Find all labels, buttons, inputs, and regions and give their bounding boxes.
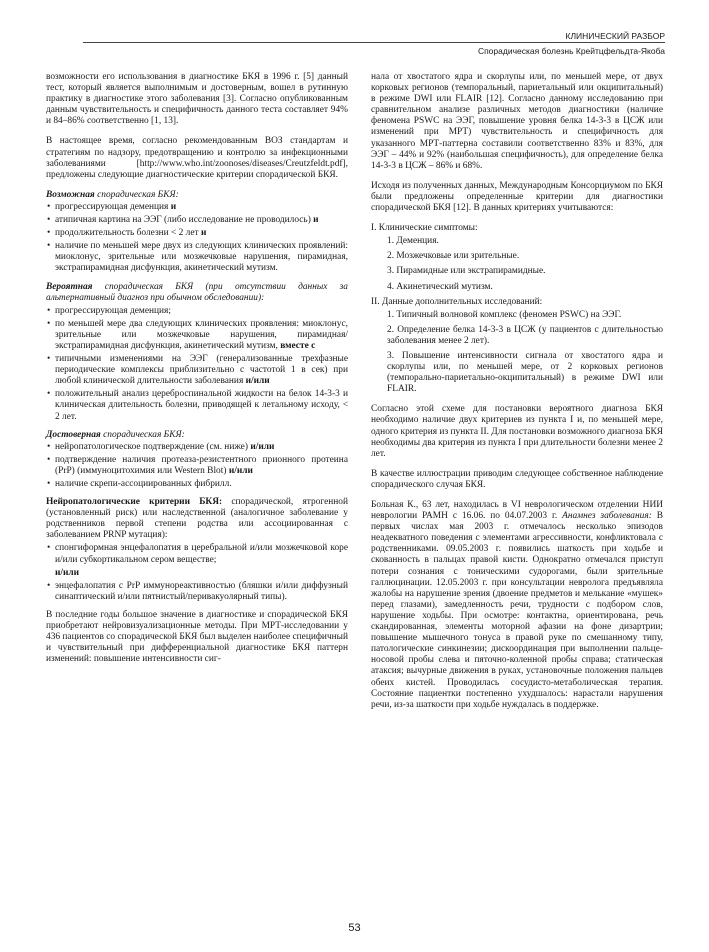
article-title: Спорадическая болезнь Крейтцфельдта-Якоба (477, 46, 665, 56)
list-item: • подтверждение наличия протеаза-резистентного прионного протеина (PrP) (иммуноцитохимия или Western Blot) и/или (46, 455, 348, 477)
header-rule (83, 42, 665, 43)
possible-heading: Возможная спорадическая БКЯ: (46, 189, 179, 200)
section-title: КЛИНИЧЕСКИЙ РАЗБОР (565, 31, 665, 41)
possible-list (46, 202, 348, 275)
list-item: • энцефалопатия с PrP иммунореактивностью (бляшки и/или диффузный синаптический и/или пятнистый/перивакуолярный типы). (46, 581, 348, 603)
page-number: 53 (348, 922, 361, 934)
list-item: • атипичная картина на ЭЭГ (либо исследование не проводилось) и (46, 215, 348, 226)
paragraph: В последние годы большое значение в диагностике и спорадической БКЯ приобретают нейровизуализационные методы. При МРТ-исследовании у 436 пациентов со спорадической БКЯ был выделен наиболее специфичный и чувствительный при дифференциальной диагностике БКЯ паттерн изменений: повышение интенсивности сиг- (46, 609, 348, 665)
list-item: • нейропатологическое подтверждение (см. ниже) и/или (46, 442, 348, 453)
definite-heading: Достоверная спорадическая БКЯ: (46, 429, 185, 440)
list-item: • наличие скрепи-ассоциированных фибрилл. (46, 479, 348, 490)
list-item: • по меньшей мере два следующих клинических проявления: миоклонус, зрительные или мозжечковые нарушения, пирамидная/экстрапирамидная дисфункция, акинетический мутизм, вместе с (46, 319, 348, 352)
paragraph: Исходя из полученных данных, Международным Консорциумом по БКЯ были предложены определенные критерии для диагностики спорадической БКЯ [12]. В данных критериях учитываются: (371, 180, 663, 214)
neuro-list (46, 543, 348, 602)
criteria-section-2: II. Данные дополнительных исследований: (371, 296, 543, 307)
paragraph: Согласно этой схеме для постановки вероятного диагноза БКЯ необходимо наличие двух критериев из пункта I и, по меньшей мере, одного критерия из пункта II. Для постановки возможного диагноза БКЯ необходимы два критерия из пункта I при длительности болезни менее 2 лет. (371, 404, 663, 459)
definite-list (46, 442, 348, 490)
right-column (371, 72, 663, 720)
criteria-item: 3. Пирамидные или экстрапирамидные. (387, 266, 546, 277)
case-report: Больная К., 63 лет, находилась в VI неврологическом отделении НИИ неврологии РАМН с 16.06. по 04.07.2003 г. Анамнез заболевания: В первых числах мая 2003 г. отмечалось несколько эпизодов неадекватного поведения с элементами агрессивности, конфликтовала с родственниками. 09.05.2003 г. появились шаткость при ходьбе и скованность в пальцах правой кисти. Однократно отмечался приступ потери сознания с тоническими судорогами, были зрительные галлюцинации. 12.05.2003 г. при консультации невролога предъявляла жалобы на нарушение зрения (двоение предметов и мелькание «мушек» перед глазами), замедленность речи, трудности с подбором слов, нарушение ходьбы. При осмотре: контактна, ориентирована, речь скандированная, элементы моторной афазии на фоне дизартрии; повышение мышечного тонуса в правой руке по смешанному типу, патологические синкинезии; дискоординация при выполнении пальце-носовой пробы слева и пяточно-коленной пробы справа; статическая атаксия; вычурные движения в руках, установочные положения пальцев обеих кистей. Проводилась сосудисто-метаболическая терапия. Состояние пациентки постепенно ухудшалось: нарастали нарушения речи, из-за шаткости при ходьбе нуждалась в поддержке. (371, 500, 663, 710)
criteria-item: 4. Акинетический мутизм. (387, 281, 493, 292)
paragraph: нала от хвостатого ядра и скорлупы или, по меньшей мере, от двух корковых регионов (темпоральный, париетальный или окципитальный) в режиме DWI или FLAIR [12]. Согласно данному исследованию при сравнительном анализе различных методов диагностики (наличие феномена PSWC на ЭЭГ, повышение уровня белка 14-3-3 в ЦСЖ или изменений при МРТ) чувствительность и специфичность для указанного МРТ-паттерна составили соответственно 83% и 83%, для ЭЭГ – 44% и 92% (наибольшая специфичность), для определение белка 14-3-3 в ЦСЖ – 86% и 68%. (371, 72, 663, 171)
probable-heading: Вероятная спорадическая БКЯ (при отсутствии данных за альтернативный диагноз при обычном обследовании): (46, 281, 348, 303)
list-item: • прогрессирующая деменция и (46, 202, 348, 213)
neuro-heading: Нейропатологические критерии БКЯ: спорадической, ятрогенной (установленный риск) или наследственной (аналогичное заболевание у родственников первой степени родства или ассоциированная с заболеванием PRNP мутация): (46, 497, 348, 541)
criteria-item: 2. Мозжечковые или зрительные. (387, 251, 520, 262)
paragraph: возможности его использования в диагностике БКЯ в 1996 г. [5] данный тест, который является выполнимым и достоверным, вошел в рутинную практику в диагностике этого заболевания [3]. Согласно опубликованным данным чувствительность и специфичность данного теста составляет 94% и 84–86% соответственно [1, 13]. (46, 72, 348, 127)
list-item: • типичными изменениями на ЭЭГ (генерализованные трехфазные периодические комплексы приблизительно с частотой 1 в сек) при любой клинической длительности заболевания и/или (46, 354, 348, 387)
list-item: • прогрессирующая деменция; (46, 306, 348, 317)
list-item: • наличие по меньшей мере двух из следующих клинических проявлений: миоклонус, зрительные или мозжечковые нарушения, пирамидная, экстрапирамидная дисфункция, акинетический мутизм. (46, 241, 348, 274)
criteria-item: 1. Типичный волновой комплекс (феномен PSWC) на ЭЭГ. (387, 309, 622, 320)
criteria-item: 3. Повышение интенсивности сигнала от хвостатого ядра и скорлупы или, по меньшей мере, от 2 корковых регионов (темпорально-париетально-окципитальный) в режиме DWI или FLAIR. (387, 350, 663, 395)
criteria-item: 2. Определение белка 14-3-3 в ЦСЖ (у пациентов с длительностью заболевания менее 2 лет). (387, 324, 663, 346)
left-column (46, 72, 348, 674)
list-item: • продолжительность болезни < 2 лет и (46, 228, 348, 239)
list-item: • спонгиформная энцефалопатия в церебральной и/или мозжечковой коре и/или субкортикальном сером веществе; (46, 543, 348, 565)
paragraph: В настоящее время, согласно рекомендованным ВОЗ стандартам и стратегиям по надзору, предотвращению и контролю за инфекционными заболеваниями [http://www.who.int/zoonoses/diseases/Creutzfeldt.pdf], предложены следующие диагностические критерии спорадической БКЯ. (46, 136, 348, 180)
paragraph: В качестве иллюстрации приводим следующее собственное наблюдение спорадического случая БКЯ. (371, 468, 663, 490)
probable-list (46, 306, 348, 423)
running-header (478, 30, 665, 57)
list-item: • положительный анализ цереброспинальной жидкости на белок 14-3-3 и клиническая длительность болезни, приводящей к летальному исходу, < 2 лет. (46, 389, 348, 422)
criteria-item: 1. Деменция. (387, 236, 439, 247)
list-item: и/или (55, 567, 80, 578)
criteria-section-1: I. Клинические симптомы: (371, 223, 478, 234)
